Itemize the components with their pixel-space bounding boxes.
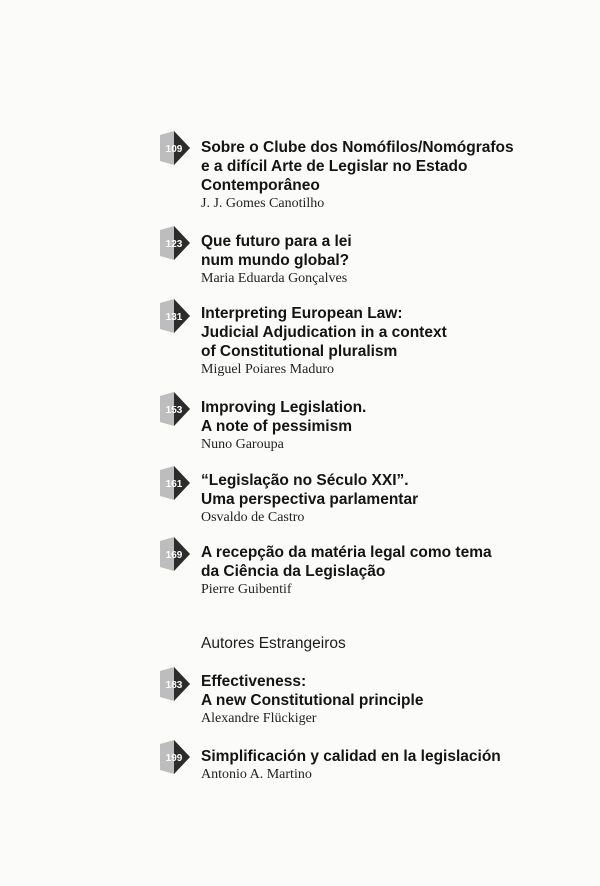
page-number: 169 <box>165 550 183 561</box>
article-author: Nuno Garoupa <box>201 437 284 452</box>
page-number: 109 <box>165 144 183 155</box>
page-number: 183 <box>165 680 183 691</box>
article-title-line: of Constitutional pluralism <box>201 343 398 360</box>
article-title <box>201 672 423 710</box>
article-title-line: da Ciência da Legislação <box>201 563 386 580</box>
page-number: 123 <box>165 239 183 250</box>
article-title-line: A new Constitutional principle <box>201 692 424 709</box>
article-title <box>201 138 514 195</box>
article-title-line: Improving Legislation. <box>201 399 367 416</box>
article-title-line: Effectiveness: <box>201 673 307 690</box>
article-author: Miguel Poiares Maduro <box>201 362 334 377</box>
page-number-badge <box>160 392 196 428</box>
article-title <box>201 471 418 509</box>
article-title-line: A recepção da matéria legal como tema <box>201 544 492 561</box>
article-author: J. J. Gomes Canotilho <box>201 196 325 211</box>
page-number-badge <box>160 131 196 167</box>
article-title-line: Que futuro para a lei <box>201 233 352 250</box>
page-number-badge <box>160 740 196 776</box>
article-title <box>201 747 501 766</box>
section-heading: Autores Estrangeiros <box>201 635 346 652</box>
article-title-line: Contemporâneo <box>201 177 320 194</box>
article-title-line: num mundo global? <box>201 252 350 269</box>
article-author: Osvaldo de Castro <box>201 510 305 525</box>
page-number-badge <box>160 537 196 573</box>
article-author: Antonio A. Martino <box>201 767 312 782</box>
page-number: 161 <box>165 479 183 490</box>
article-title <box>201 398 366 436</box>
article-title-line: Uma perspectiva parlamentar <box>201 491 419 508</box>
article-title-line: Interpreting European Law: <box>201 305 403 322</box>
article-title-line: Simplificación y calidad en la legislación <box>201 748 501 765</box>
page-number-badge <box>160 466 196 502</box>
article-title <box>201 304 447 361</box>
page-number-badge <box>160 299 196 335</box>
article-title-line: “Legislação no Século XXI”. <box>201 472 409 489</box>
article-author: Maria Eduarda Gonçalves <box>201 271 348 286</box>
article-title-line: e a difícil Arte de Legislar no Estado <box>201 158 468 175</box>
article-author: Alexandre Flückiger <box>201 711 317 726</box>
page-number: 131 <box>165 312 183 323</box>
page-number-badge <box>160 226 196 262</box>
page-number-badge <box>160 667 196 703</box>
article-title <box>201 232 352 270</box>
article-author: Pierre Guibentif <box>201 582 292 597</box>
article-title <box>201 543 492 581</box>
page-number: 153 <box>165 405 183 416</box>
article-title-line: Sobre o Clube dos Nomófilos/Nomógrafos <box>201 139 514 156</box>
article-title-line: A note of pessimism <box>201 418 353 435</box>
article-title-line: Judicial Adjudication in a context <box>201 324 447 341</box>
page-number: 199 <box>165 753 183 764</box>
